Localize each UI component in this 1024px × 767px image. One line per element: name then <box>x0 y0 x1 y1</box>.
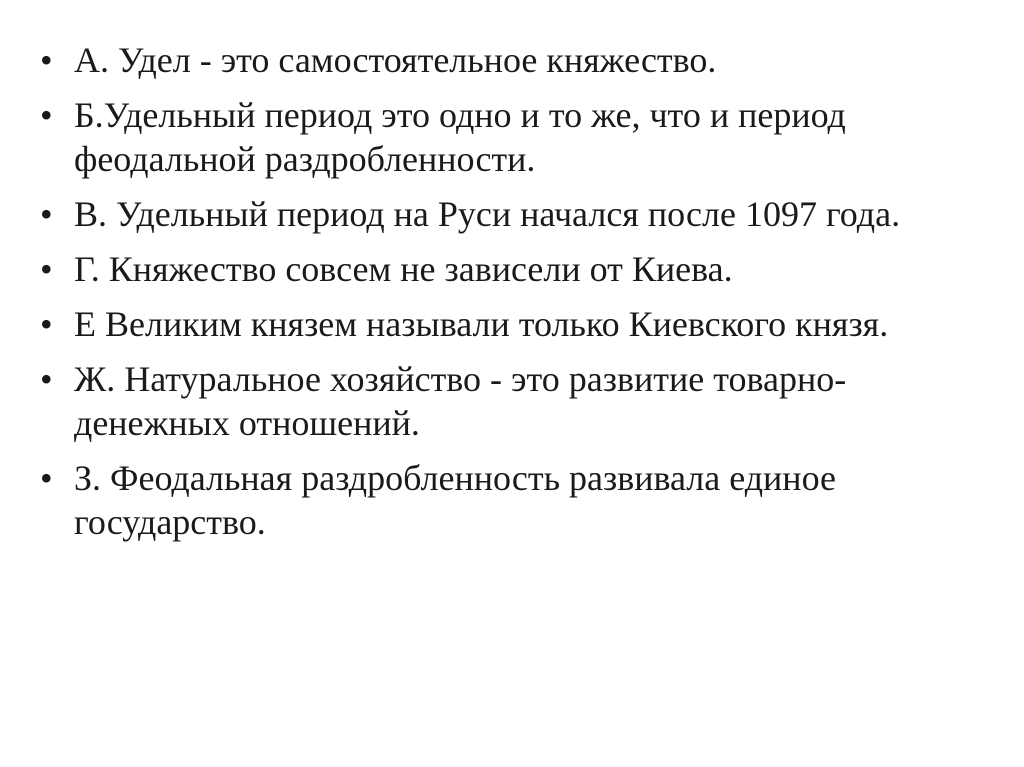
statement-g: • Г. Княжество совсем не зависели от Киева. <box>40 247 1000 291</box>
statement-e: • Е Великим князем называли только Киевского князя. <box>40 302 1000 346</box>
statement-b: • Б.Удельный период это одно и то же, что и период феодальной раздробленности. <box>40 93 1000 181</box>
statement-v: • В. Удельный период на Руси начался после 1097 года. <box>40 192 1000 236</box>
statement-zh: • Ж. Натуральное хозяйство - это развитие товарно-денежных отношений. <box>40 357 1000 445</box>
statement-a: • А. Удел - это самостоятельное княжество. <box>40 38 1000 82</box>
statement-z: • З. Феодальная раздробленность развивала единое государство. <box>40 456 1000 544</box>
statement-list <box>40 38 1000 555</box>
